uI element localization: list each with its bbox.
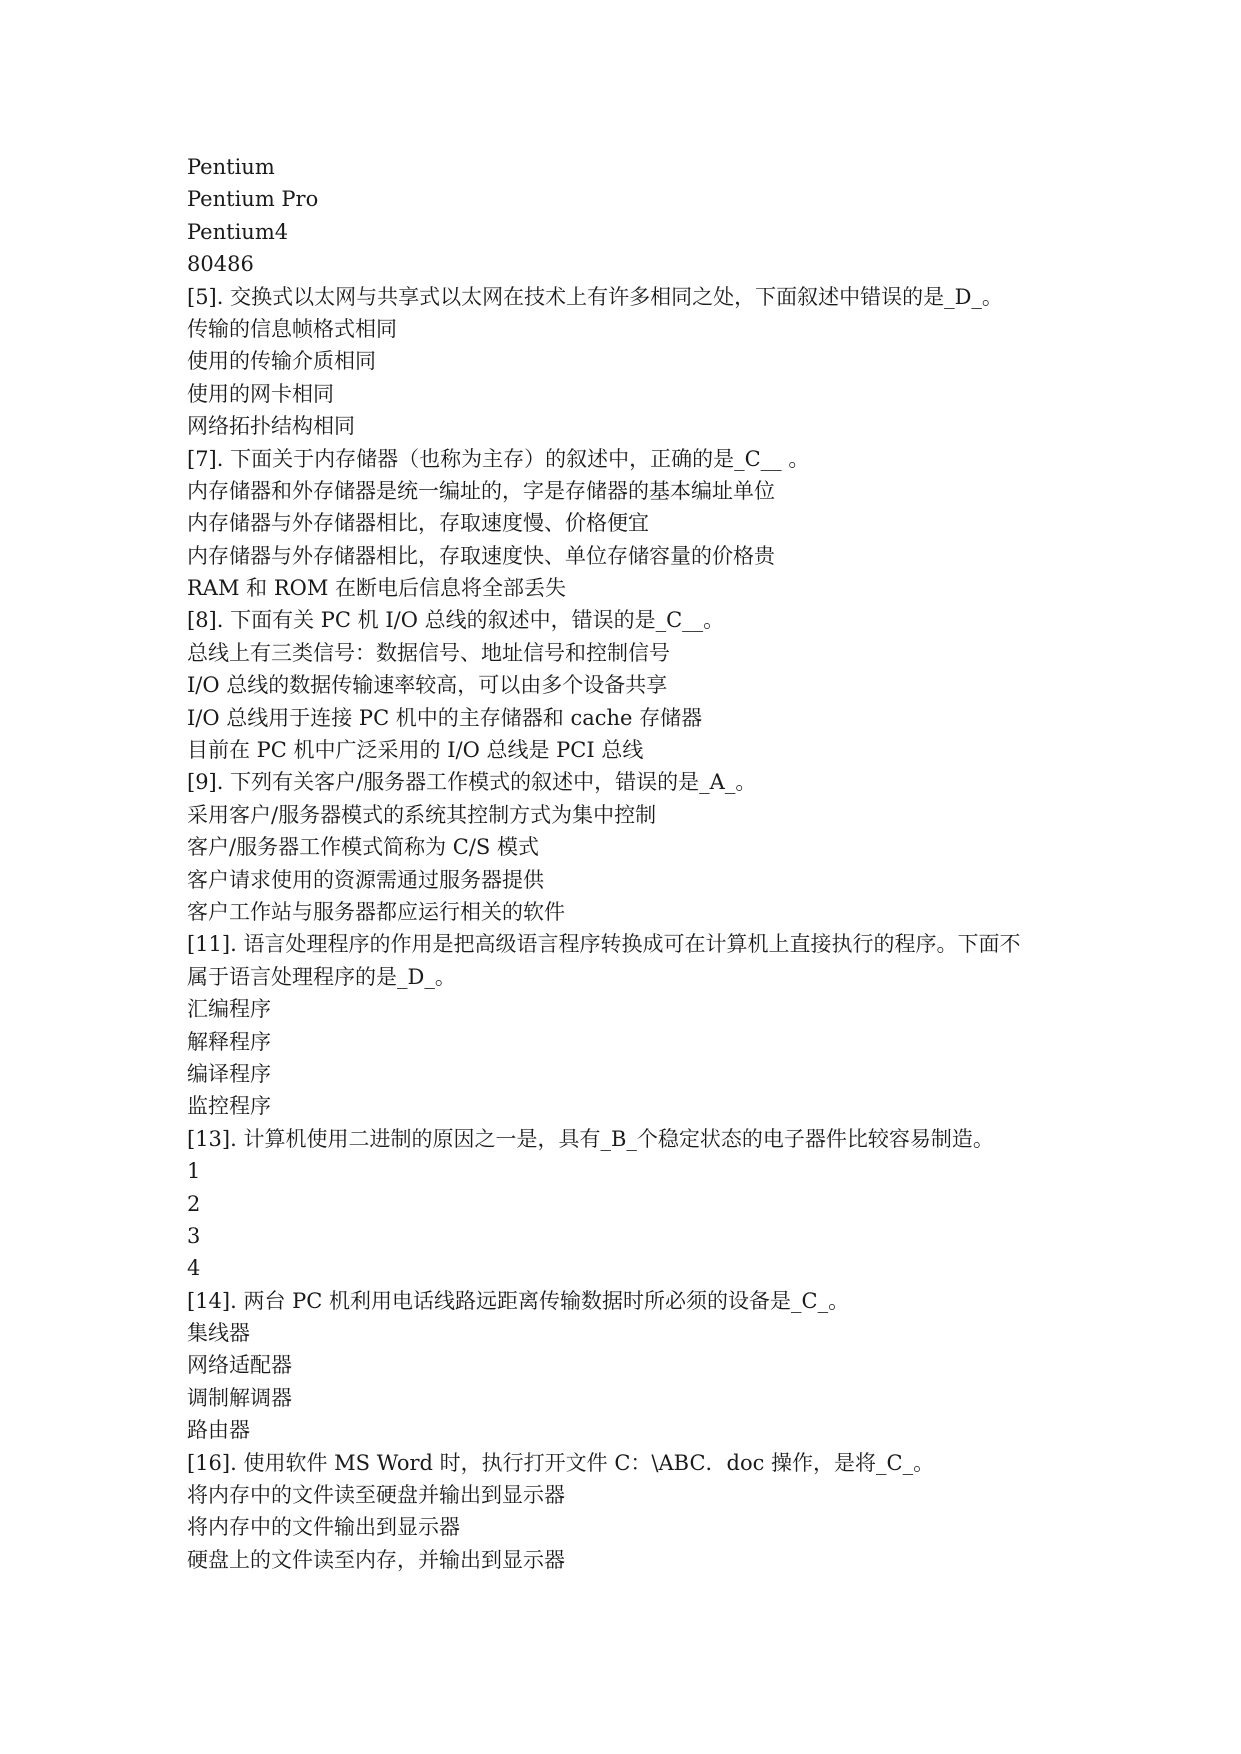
text-line: 网络适配器: [187, 1353, 292, 1378]
text-line: 属于语言处理程序的是_D_。: [187, 964, 456, 989]
text-line: 80486: [187, 252, 254, 277]
text-line: 集线器: [187, 1321, 250, 1346]
text-line: [9]. 下列有关客户/服务器工作模式的叙述中，错误的是_A_。: [187, 770, 757, 795]
text-line: [8]. 下面有关 PC 机 I/O 总线的叙述中，错误的是_C__。: [187, 608, 725, 633]
text-line: 监控程序: [187, 1094, 271, 1119]
text-line: 路由器: [187, 1418, 250, 1443]
text-line: 采用客户/服务器模式的系统其控制方式为集中控制: [187, 802, 657, 827]
text-line: I/O 总线的数据传输速率较高，可以由多个设备共享: [187, 673, 668, 698]
text-line: 将内存中的文件输出到显示器: [187, 1515, 460, 1540]
text-line: 3: [187, 1223, 201, 1248]
text-line: 客户/服务器工作模式简称为 C/S 模式: [187, 835, 539, 860]
text-line: 硬盘上的文件读至内存，并输出到显示器: [187, 1547, 565, 1572]
text-line: Pentium Pro: [187, 187, 319, 212]
text-line: 总线上有三类信号：数据信号、地址信号和控制信号: [187, 640, 670, 665]
text-line: 内存储器和外存储器是统一编址的，字是存储器的基本编址单位: [187, 478, 775, 503]
text-line: 内存储器与外存储器相比，存取速度快、单位存储容量的价格贵: [187, 543, 775, 568]
text-line: I/O 总线用于连接 PC 机中的主存储器和 cache 存储器: [187, 705, 703, 730]
text-line: 调制解调器: [187, 1385, 292, 1410]
text-line: 使用的传输介质相同: [187, 349, 376, 374]
text-line: RAM 和 ROM 在断电后信息将全部丢失: [187, 576, 567, 601]
text-line: 4: [187, 1256, 201, 1281]
text-line: [11]. 语言处理程序的作用是把高级语言程序转换成可在计算机上直接执行的程序。下面不: [187, 932, 1021, 957]
text-line: 编译程序: [187, 1061, 271, 1086]
text-line: 汇编程序: [187, 997, 271, 1022]
text-line: 客户工作站与服务器都应运行相关的软件: [187, 899, 565, 924]
text-line: 解释程序: [187, 1029, 271, 1054]
text-line: 传输的信息帧格式相同: [187, 316, 397, 341]
text-line: Pentium4: [187, 219, 289, 244]
text-line: 使用的网卡相同: [187, 381, 334, 406]
text-line: 内存储器与外存储器相比，存取速度慢、价格便宜: [187, 511, 649, 536]
text-line: [5]. 交换式以太网与共享式以太网在技术上有许多相同之处，下面叙述中错误的是_D_。: [187, 284, 1003, 309]
text-line: [7]. 下面关于内存储器（也称为主存）的叙述中，正确的是_C__ 。: [187, 446, 810, 471]
text-line: 网络拓扑结构相同: [187, 414, 355, 439]
text-line: 1: [187, 1159, 201, 1184]
text-line: [13]. 计算机使用二进制的原因之一是，具有_B_个稳定状态的电子器件比较容易制造。: [187, 1126, 994, 1151]
text-line: 将内存中的文件读至硬盘并输出到显示器: [187, 1483, 565, 1508]
text-line: 目前在 PC 机中广泛采用的 I/O 总线是 PCI 总线: [187, 738, 644, 763]
text-line: 2: [187, 1191, 201, 1216]
text-line: [14]. 两台 PC 机利用电话线路远距离传输数据时所必须的设备是_C_。: [187, 1288, 850, 1313]
document-body: [187, 151, 1067, 1576]
text-line: 客户请求使用的资源需通过服务器提供: [187, 867, 544, 892]
text-line: [16]. 使用软件 MS Word 时，执行打开文件 C：\ABC．doc 操作，是将_C_。: [187, 1450, 935, 1475]
text-line: Pentium: [187, 155, 275, 179]
